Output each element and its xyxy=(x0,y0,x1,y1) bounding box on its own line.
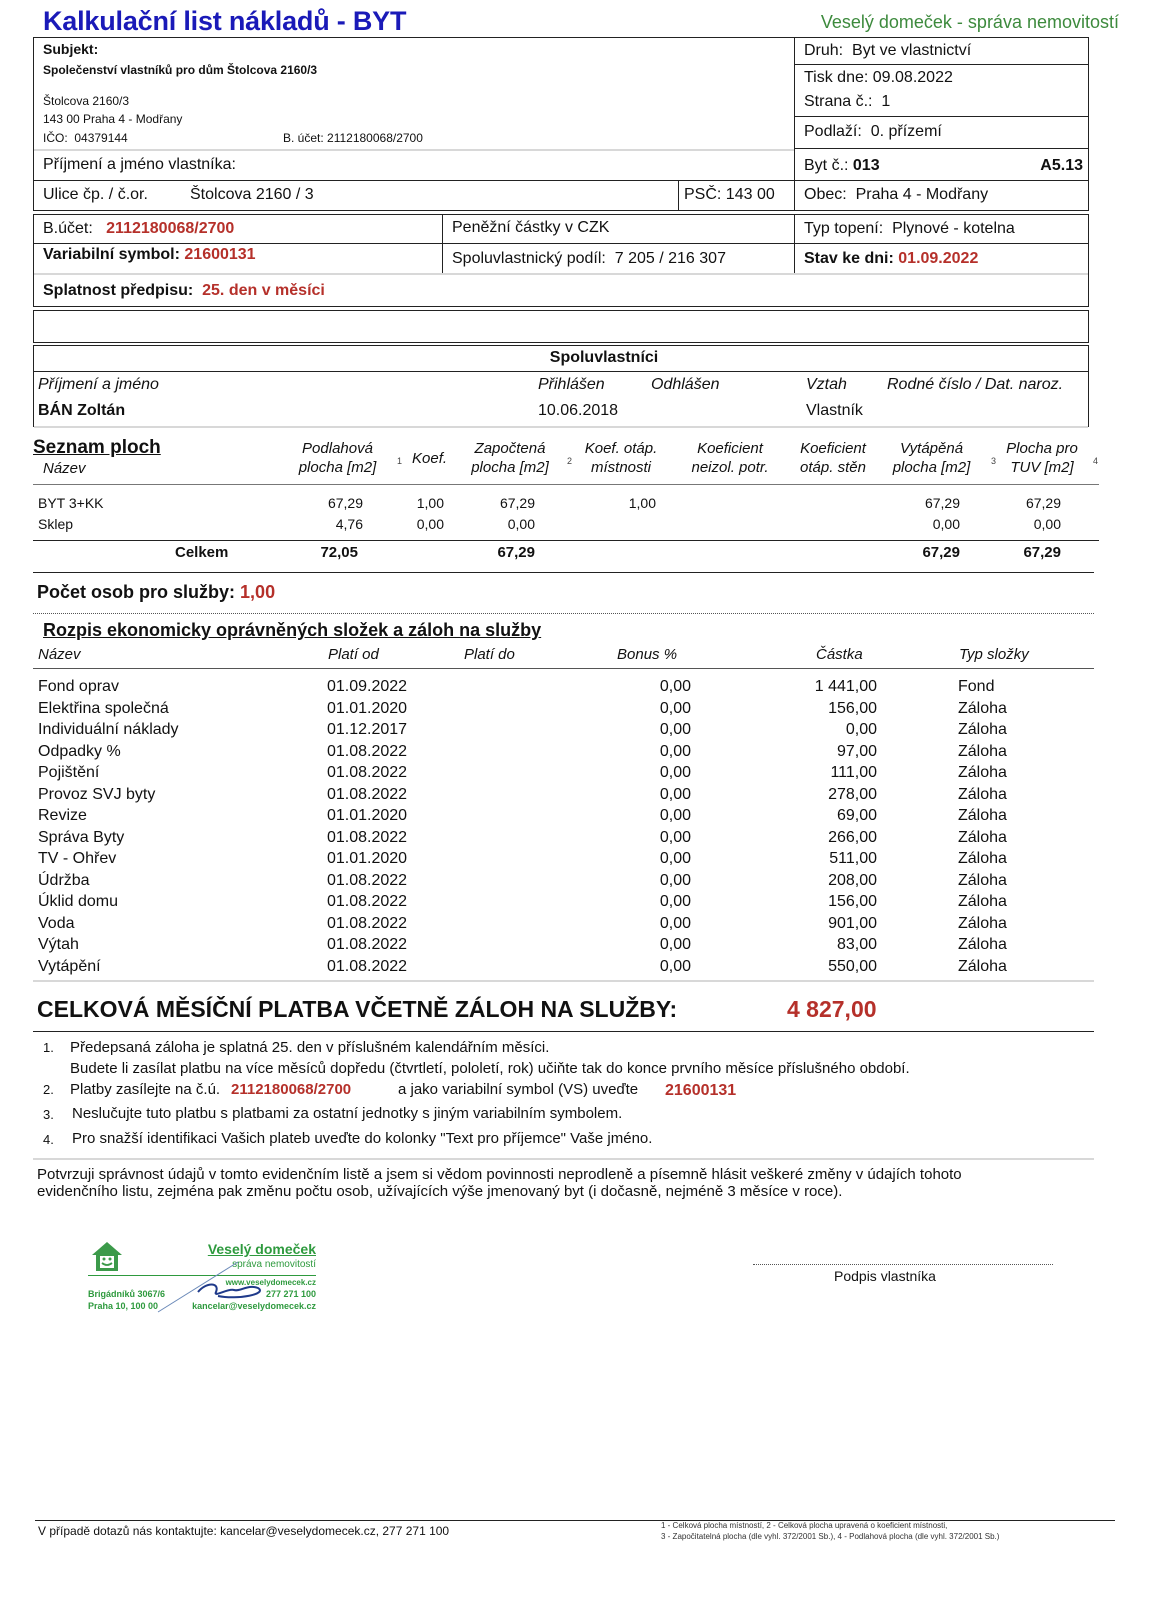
subject-street: Štolcova 2160/3 xyxy=(43,94,130,108)
owner-street-value: Štolcova 2160 / 3 xyxy=(190,186,314,203)
service-valid-from: 01.08.2022 xyxy=(327,893,408,910)
flat-number-label: Byt č.: xyxy=(804,157,849,174)
divider xyxy=(34,180,1088,181)
service-amount: 1 441,00 xyxy=(814,678,877,695)
psc-label: PSČ: xyxy=(684,186,722,203)
service-valid-from: 01.01.2020 xyxy=(327,807,408,824)
druh-label: Druh: xyxy=(804,42,844,59)
header-line: otáp. stěn xyxy=(800,459,866,476)
header-line: plocha [m2] xyxy=(892,459,971,476)
services-header-name: Název xyxy=(38,646,81,663)
service-valid-from: 01.01.2020 xyxy=(327,699,408,717)
print-date-field xyxy=(804,69,953,87)
variable-symbol-value: 21600131 xyxy=(184,246,256,263)
service-amount: 69,00 xyxy=(836,807,877,824)
municipality-field xyxy=(804,186,988,204)
stamp-company-name: Veselý domeček xyxy=(207,1241,316,1257)
print-date-label: Tisk dne: xyxy=(804,69,869,86)
area-total-label: Celkem xyxy=(175,544,229,561)
psc-value: 143 00 xyxy=(725,186,775,203)
header-line: neizol. potr. xyxy=(691,459,769,476)
persons-label: Počet osob pro služby: xyxy=(37,582,236,602)
service-name: Údržba xyxy=(38,871,90,889)
heating-label: Typ topení: xyxy=(804,220,884,237)
state-date-label: Stav ke dni: xyxy=(804,250,894,267)
service-amount: 208,00 xyxy=(828,871,877,889)
note-2-b: a jako variabilní symbol (VS) uveďte xyxy=(398,1081,639,1098)
psc-field xyxy=(684,186,775,204)
service-type: Záloha xyxy=(958,721,1007,738)
coowner-name: BÁN Zoltán xyxy=(38,402,126,419)
service-amount: 156,00 xyxy=(828,699,877,717)
area-floor: 4,76 xyxy=(335,516,363,532)
service-name: Odpadky % xyxy=(38,742,121,760)
services-header-amount: Částka xyxy=(816,646,863,663)
subject-ico xyxy=(43,131,128,145)
service-type: Záloha xyxy=(958,957,1007,975)
service-name: Revize xyxy=(38,807,87,824)
service-type: Záloha xyxy=(958,828,1007,846)
service-bonus: 0,00 xyxy=(659,828,691,846)
stamp-subtitle: správa nemovitostí xyxy=(232,1259,316,1270)
service-amount: 0,00 xyxy=(845,721,877,738)
service-amount: 550,00 xyxy=(828,957,877,975)
areas-header-floor xyxy=(280,439,395,477)
company-stamp xyxy=(88,1240,320,1318)
note-3: Neslučujte tuto platbu s platbami za ostatní jednotky s jiným variabilním symbolem. xyxy=(72,1105,623,1122)
service-name: Správa Byty xyxy=(38,828,125,846)
variable-symbol xyxy=(43,246,256,264)
service-bonus: 0,00 xyxy=(659,785,691,803)
flat-number-field xyxy=(804,157,880,175)
divider xyxy=(33,980,1094,982)
area-floor: 67,29 xyxy=(327,495,363,511)
municipality-value: Praha 4 - Modřany xyxy=(855,186,989,203)
service-name: Výtah xyxy=(38,936,79,953)
service-type: Fond xyxy=(958,678,995,695)
area-total-tuv: 67,29 xyxy=(1023,544,1061,561)
service-type: Záloha xyxy=(958,936,1007,953)
divider xyxy=(34,273,1088,275)
share-value: 7 205 / 216 307 xyxy=(614,250,726,267)
areas-header-name: Název xyxy=(43,460,86,477)
service-valid-from: 01.01.2020 xyxy=(327,850,408,867)
persons-count xyxy=(37,582,275,603)
service-valid-from: 01.08.2022 xyxy=(327,914,408,932)
service-amount: 901,00 xyxy=(828,914,877,932)
service-valid-from: 01.08.2022 xyxy=(327,936,408,953)
service-bonus: 0,00 xyxy=(659,957,691,975)
footer-contact: V případě dotazů nás kontaktujte: kancelar@veselydomecek.cz, 277 271 100 xyxy=(38,1524,450,1538)
persons-value: 1,00 xyxy=(240,582,276,602)
footer-legend-2: 3 - Započitatelná plocha (dle vyhl. 372/2001 Sb.), 4 - Podlahová plocha (dle vyhl. 372/2001 Sb.) xyxy=(661,1532,1000,1541)
page-number-label: Strana č.: xyxy=(804,93,873,110)
service-bonus: 0,00 xyxy=(659,807,691,824)
page-number-value: 1 xyxy=(881,93,891,110)
brand-name: Veselý domeček - správa nemovitostí xyxy=(820,12,1119,32)
floor-field xyxy=(804,123,942,141)
service-name: Voda xyxy=(38,914,75,932)
service-amount: 511,00 xyxy=(829,850,877,867)
area-room: 1,00 xyxy=(628,495,656,511)
footnote-marker: 4 xyxy=(1093,456,1099,466)
payment-account-label: B.účet: xyxy=(43,220,93,237)
service-type: Záloha xyxy=(958,893,1007,910)
service-bonus: 0,00 xyxy=(659,721,691,738)
service-amount: 278,00 xyxy=(828,785,877,803)
divider xyxy=(794,64,1088,65)
print-date-value: 09.08.2022 xyxy=(872,69,953,86)
divider xyxy=(794,116,1088,117)
flat-number-value: 013 xyxy=(852,157,880,174)
coowners-header-name: Příjmení a jméno xyxy=(38,376,159,393)
service-name: Pojištění xyxy=(38,764,100,781)
service-amount: 111,00 xyxy=(830,764,877,781)
total-payment-value: 4 827,00 xyxy=(787,996,877,1022)
service-name: Vytápění xyxy=(38,957,101,975)
divider xyxy=(34,243,1088,244)
areas-header-koef: Koef. xyxy=(412,450,448,467)
divider xyxy=(34,371,1088,372)
service-valid-from: 01.09.2022 xyxy=(327,678,408,695)
service-bonus: 0,00 xyxy=(659,678,691,695)
service-type: Záloha xyxy=(958,785,1007,803)
note-number: 2. xyxy=(43,1082,54,1097)
owner-name-label: Příjmení a jméno vlastníka: xyxy=(43,156,236,173)
service-name: Fond oprav xyxy=(38,678,119,695)
areas-header-counted xyxy=(455,439,565,477)
services-header-from: Platí od xyxy=(328,646,379,663)
services-title: Rozpis ekonomicky oprávněných složek a záloh na služby xyxy=(43,620,542,640)
service-bonus: 0,00 xyxy=(659,764,691,781)
owner-street-label: Ulice čp. / č.or. xyxy=(43,186,148,203)
coowners-header-from: Přihlášen xyxy=(538,376,605,393)
coowners-title: Spoluvlastníci xyxy=(549,349,659,366)
heating-type xyxy=(804,220,1015,238)
note-2-vs: 21600131 xyxy=(665,1082,737,1099)
service-valid-from: 01.08.2022 xyxy=(327,871,408,889)
footnote-marker: 1 xyxy=(397,456,403,466)
service-amount: 156,00 xyxy=(828,893,877,910)
note-number: 4. xyxy=(43,1132,54,1147)
header-line: Podlahová xyxy=(302,440,373,457)
services-header-type: Typ složky xyxy=(959,646,1029,663)
service-amount: 83,00 xyxy=(836,936,877,953)
service-bonus: 0,00 xyxy=(659,742,691,760)
header-line: Koef. otáp. xyxy=(584,440,658,457)
note-number: 3. xyxy=(43,1107,54,1122)
ico-value: 04379144 xyxy=(74,131,128,145)
stamp-city: Praha 10, 100 00 xyxy=(88,1301,159,1311)
coowner-from: 10.06.2018 xyxy=(538,402,619,419)
due-date-label: Splatnost předpisu: xyxy=(43,282,194,299)
service-amount: 97,00 xyxy=(836,742,877,760)
subject-label: Subjekt: xyxy=(43,41,99,57)
service-bonus: 0,00 xyxy=(659,871,691,889)
areas-header-tuv xyxy=(998,439,1086,477)
floor-value: 0. přízemí xyxy=(870,123,942,140)
stamp-phone: 277 271 100 xyxy=(265,1289,316,1299)
currency-note: Peněžní částky v CZK xyxy=(452,219,610,236)
due-date-value: 25. den v měsíci xyxy=(202,282,325,299)
service-type: Záloha xyxy=(958,871,1007,889)
area-koef: 0,00 xyxy=(416,516,444,532)
service-bonus: 0,00 xyxy=(659,850,691,867)
footnote-marker: 2 xyxy=(567,456,573,466)
area-tuv: 67,29 xyxy=(1025,495,1061,511)
service-bonus: 0,00 xyxy=(659,893,691,910)
divider xyxy=(33,540,1099,541)
area-counted: 67,29 xyxy=(499,495,535,511)
divider xyxy=(794,148,1088,149)
service-valid-from: 01.08.2022 xyxy=(327,764,408,781)
variable-symbol-label: Variabilní symbol: xyxy=(43,246,180,263)
state-date xyxy=(804,250,978,268)
area-total-floor: 72,05 xyxy=(320,544,358,561)
service-type: Záloha xyxy=(958,742,1007,760)
stamp-web: www.veselydomecek.cz xyxy=(225,1278,316,1287)
page-number-field xyxy=(804,93,890,111)
area-counted: 0,00 xyxy=(507,516,535,532)
footer-divider xyxy=(35,1520,1115,1521)
header-line: Koeficient xyxy=(697,440,763,457)
header-line: Započtená xyxy=(474,440,546,457)
share-label: Spoluvlastnický podíl: xyxy=(452,250,606,267)
divider xyxy=(33,572,1094,573)
header-line: plocha [m2] xyxy=(471,459,549,476)
service-type: Záloha xyxy=(958,914,1007,932)
service-valid-from: 01.08.2022 xyxy=(327,828,408,846)
areas-header-heated xyxy=(884,439,979,477)
header-line: Vytápěná xyxy=(899,440,964,457)
municipality-label: Obec: xyxy=(804,186,847,203)
note-number: 1. xyxy=(43,1040,54,1055)
co-ownership-share xyxy=(452,250,726,268)
divider xyxy=(794,214,795,274)
signature-label: Podpis vlastníka xyxy=(834,1268,936,1284)
footer-legend-1: 1 - Celková plocha místností, 2 - Celková plocha upravená o koeficient místnosti, xyxy=(661,1521,948,1530)
druh-field xyxy=(804,42,971,60)
services-header-to: Platí do xyxy=(464,646,515,663)
area-total-counted: 67,29 xyxy=(497,544,535,561)
payment-account xyxy=(43,220,234,238)
area-tuv: 0,00 xyxy=(1033,516,1061,532)
service-bonus: 0,00 xyxy=(659,914,691,932)
divider xyxy=(678,180,679,211)
flat-code: A5.13 xyxy=(1040,157,1083,174)
divider xyxy=(442,214,443,274)
footnote-marker: 3 xyxy=(991,456,997,466)
services-header-bonus: Bonus % xyxy=(617,646,678,663)
areas-header-room xyxy=(575,439,667,477)
divider xyxy=(34,426,1088,428)
note-1-a: Předepsaná záloha je splatná 25. den v příslušném kalendářním měsíci. xyxy=(70,1039,550,1056)
header-line: TUV [m2] xyxy=(1010,459,1074,476)
handwritten-signature-icon xyxy=(88,1240,320,1318)
divider xyxy=(34,149,794,151)
floor-label: Podlaží: xyxy=(804,123,862,140)
subject-account xyxy=(283,131,423,145)
service-valid-from: 01.12.2017 xyxy=(327,721,408,738)
header-line: Plocha pro xyxy=(1006,440,1078,457)
service-bonus: 0,00 xyxy=(659,699,691,717)
area-heated: 0,00 xyxy=(932,516,960,532)
service-valid-from: 01.08.2022 xyxy=(327,957,408,975)
area-name: BYT 3+KK xyxy=(38,495,104,511)
stamp-street: Brigádníků 3067/6 xyxy=(88,1289,166,1299)
ico-label: IČO: xyxy=(43,131,68,145)
druh-value: Byt ve vlastnictví xyxy=(852,42,972,59)
header-line: místnosti xyxy=(590,459,651,476)
total-payment-label: CELKOVÁ MĚSÍČNÍ PLATBA VČETNĚ ZÁLOH NA SLUŽBY: xyxy=(37,996,678,1022)
service-name: Provoz SVJ byty xyxy=(38,785,156,803)
service-type: Záloha xyxy=(958,699,1007,717)
coowners-header-id: Rodné číslo / Dat. naroz. xyxy=(887,376,1064,393)
subject-name: Společenství vlastníků pro dům Štolcova 2160/3 xyxy=(43,63,318,77)
header-line: Koeficient xyxy=(800,440,866,457)
coowners-header-relation: Vztah xyxy=(806,376,847,393)
empty-box xyxy=(33,310,1089,343)
areas-title: Seznam ploch xyxy=(33,437,161,458)
service-name: Individuální náklady xyxy=(38,721,179,738)
service-valid-from: 01.08.2022 xyxy=(327,785,408,803)
areas-header-walls xyxy=(790,439,876,477)
due-date xyxy=(43,282,325,300)
divider xyxy=(33,613,1094,614)
signature-line xyxy=(753,1264,1053,1265)
service-type: Záloha xyxy=(958,764,1007,781)
area-name: Sklep xyxy=(38,516,74,532)
divider xyxy=(33,484,1099,485)
note-4: Pro snažší identifikaci Vašich plateb uveďte do kolonky "Text pro příjemce" Vaše jméno. xyxy=(72,1130,653,1147)
service-amount: 266,00 xyxy=(828,828,877,846)
area-total-heated: 67,29 xyxy=(922,544,960,561)
coowners-header-to: Odhlášen xyxy=(651,376,720,393)
payment-account-value: 2112180068/2700 xyxy=(106,220,235,237)
divider xyxy=(33,1031,1094,1032)
note-2-account: 2112180068/2700 xyxy=(231,1081,352,1098)
areas-header-neizol xyxy=(680,439,780,477)
service-valid-from: 01.08.2022 xyxy=(327,742,408,760)
heating-value: Plynové - kotelna xyxy=(892,220,1015,237)
account-label: B. účet: xyxy=(283,131,324,145)
service-name: TV - Ohřev xyxy=(38,850,117,867)
subject-city: 143 00 Praha 4 - Modřany xyxy=(43,112,183,126)
service-type: Záloha xyxy=(958,807,1007,824)
service-type: Záloha xyxy=(958,850,1007,867)
service-bonus: 0,00 xyxy=(659,936,691,953)
service-name: Úklid domu xyxy=(38,893,119,910)
area-koef: 1,00 xyxy=(416,495,444,511)
coowner-relation: Vlastník xyxy=(806,402,863,419)
note-1-b: Budete li zasílat platbu na více měsíců dopředu (čtvrtletí, pololetí, rok) učiňte tak do konce prvního měsíce příslušného období. xyxy=(70,1060,910,1077)
state-date-value: 01.09.2022 xyxy=(898,250,979,267)
stamp-email: kancelar@veselydomecek.cz xyxy=(192,1301,316,1311)
confirmation-text: Potvrzuji správnost údajů v tomto evidenčním listě a jsem si vědom povinnosti neprodleně a písemně hlásit veškeré změny v údajích tohoto evidenčního listu, zejména pak změnu počtu osob, užívajících výše jmenovaný byt (i dočasně, nejméně 3 měsíce v roce). xyxy=(37,1166,962,1200)
area-heated: 67,29 xyxy=(924,495,960,511)
service-name: Elektřina společná xyxy=(38,699,169,717)
divider xyxy=(33,1158,1094,1160)
note-2-a: Platby zasílejte na č.ú. xyxy=(70,1081,221,1098)
divider xyxy=(33,668,1094,669)
header-line: plocha [m2] xyxy=(298,459,377,476)
page-title: Kalkulační list nákladů - BYT xyxy=(43,6,407,36)
account-value: 2112180068/2700 xyxy=(327,131,423,145)
